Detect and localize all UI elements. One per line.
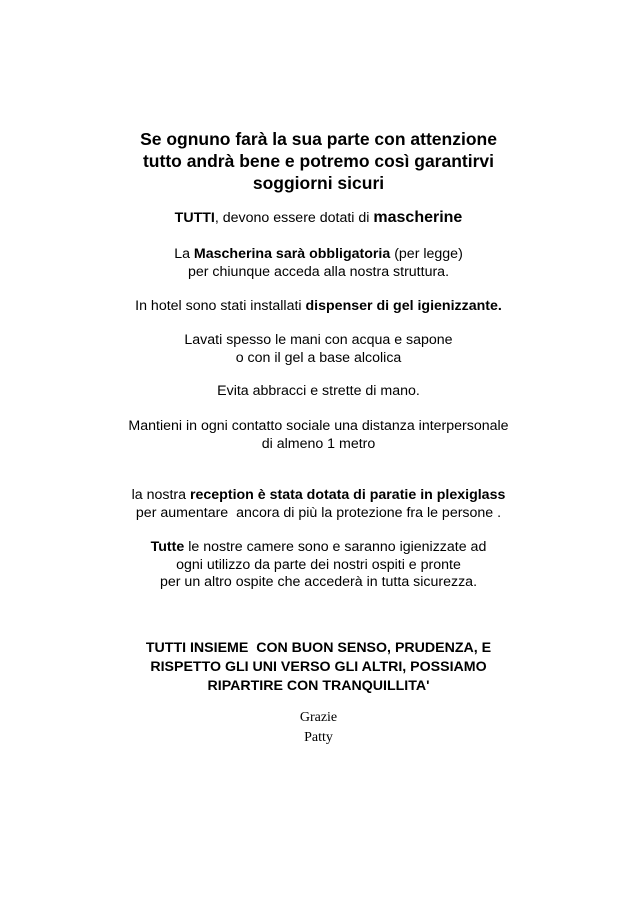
mask-mandatory-line-2: per chiunque acceda alla nostra struttura. [187, 263, 450, 280]
distance-paragraph [0, 418, 637, 453]
gel-line [0, 298, 637, 316]
hugs-line-1: Evita abbracci e strette di mano. [217, 383, 420, 399]
masks-rule-paragraph [0, 209, 637, 228]
reception-line-2: per aumentare ancora di più la protezione fra le persone . [135, 504, 502, 521]
mask-mandatory-end: (per legge) [390, 246, 463, 262]
title-line-3: soggiorni sicuri [252, 173, 385, 193]
signature-line-1: Grazie [299, 710, 338, 725]
hands-line-1: Lavati spesso le mani con acqua e sapone [184, 332, 453, 348]
reception-start: la nostra [131, 487, 190, 503]
hugs-paragraph [0, 383, 637, 401]
signature-line-2: Patty [304, 730, 333, 745]
reception-paragraph [0, 487, 637, 522]
gel-bold: dispenser di gel igienizzante. [305, 298, 502, 314]
masks-rule-bold-end: mascherine [373, 209, 463, 226]
closing-line-1: TUTTI INSIEME CON BUON SENSO, PRUDENZA, E [145, 640, 492, 656]
reception-line-1 [0, 487, 637, 505]
closing-statement [0, 639, 637, 696]
signature [0, 708, 637, 748]
gel-paragraph [0, 298, 637, 316]
rooms-line-1 [0, 539, 637, 557]
masks-rule-bold-start: TUTTI [174, 210, 215, 226]
reception-bold: reception è stata dotata di paratie in plexiglass [189, 487, 506, 503]
mask-mandatory-bold: Mascherina sarà obbligatoria [193, 246, 391, 262]
hands-paragraph [0, 332, 637, 367]
masks-rule-line [0, 209, 637, 228]
distance-line-2: di almeno 1 metro [261, 435, 376, 452]
rooms-bold: Tutte [150, 539, 185, 555]
rooms-line-3: per un altro ospite che accederà in tutta sicurezza. [159, 574, 478, 590]
rooms-paragraph [0, 539, 637, 592]
closing-line-3: RIPARTIRE CON TRANQUILLITA' [207, 678, 430, 694]
title-line-1: Se ognuno farà la sua parte con attenzione [140, 129, 497, 149]
hands-line-2: o con il gel a base alcolica [235, 349, 402, 366]
gel-start: In hotel sono stati installati [135, 298, 306, 314]
rooms-line-1-rest: le nostre camere sono e saranno igienizzate ad [184, 539, 487, 555]
rooms-line-2: ogni utilizzo da parte dei nostri ospiti e pronte [176, 556, 461, 573]
closing-line-2: RISPETTO GLI UNI VERSO GLI ALTRI, POSSIAMO [150, 659, 487, 675]
mask-mandatory-start: La [174, 246, 194, 262]
mask-mandatory-line-1 [0, 246, 637, 264]
notice-title [0, 128, 637, 194]
distance-line-1: Mantieni in ogni contatto sociale una distanza interpersonale [128, 418, 509, 434]
mask-mandatory-paragraph [0, 246, 637, 281]
masks-rule-middle: , devono essere dotati di [214, 210, 374, 226]
title-line-2: tutto andrà bene e potremo così garantirvi [142, 151, 495, 171]
